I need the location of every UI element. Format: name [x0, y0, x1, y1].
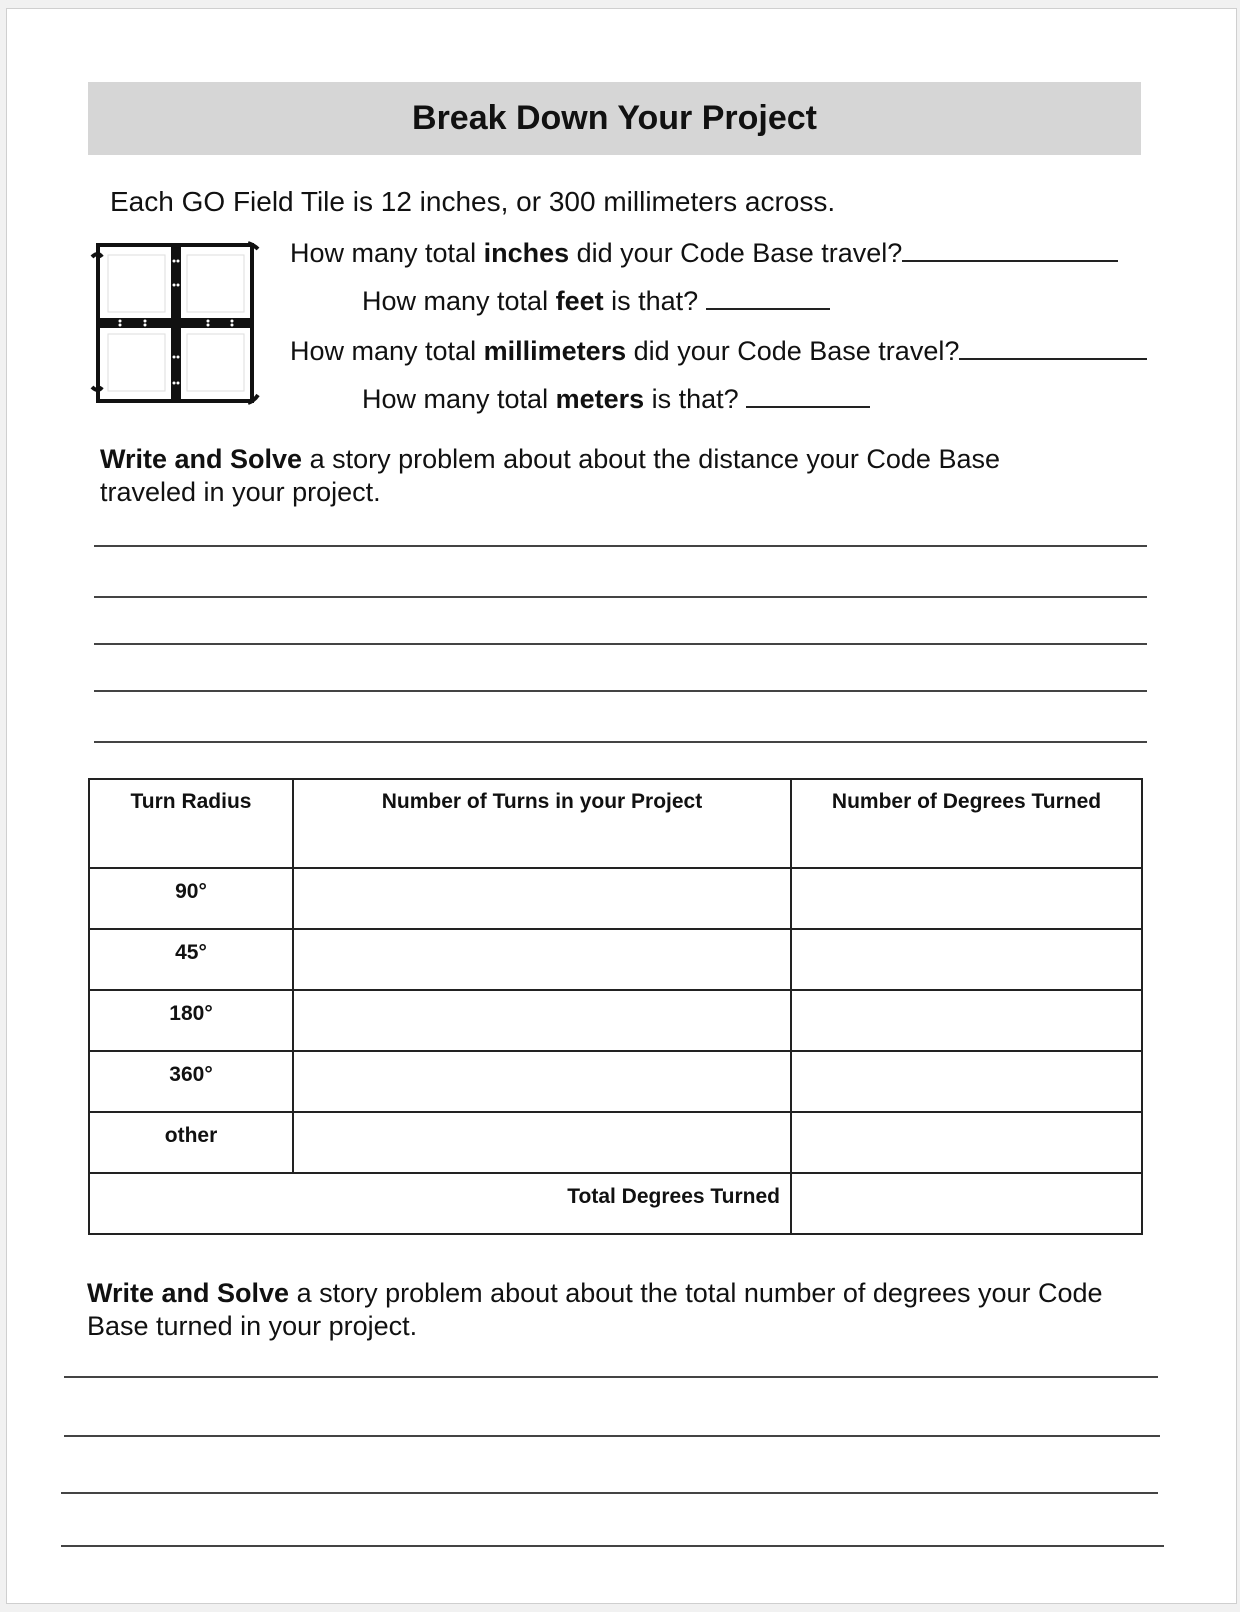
total-degrees-label: Total Degrees Turned	[89, 1173, 791, 1234]
question-meters-bold: meters	[555, 384, 645, 414]
question-meters	[362, 380, 870, 415]
degrees-input-cell[interactable]	[791, 868, 1142, 929]
story-problem-distance-line1: a story problem about about the distance your Code Base	[302, 444, 1000, 474]
writing-line[interactable]	[64, 1376, 1158, 1378]
table-row	[89, 990, 1142, 1051]
turns-input-cell[interactable]	[293, 929, 791, 990]
story-problem-distance-line2: traveled in your project.	[100, 477, 381, 507]
writing-line[interactable]	[94, 690, 1147, 692]
story-problem-degrees-line1: a story problem about about the total number of degrees your Code	[289, 1278, 1103, 1308]
go-field-tile-icon	[90, 237, 260, 409]
table-header-row	[89, 779, 1142, 868]
writing-line[interactable]	[64, 1435, 1160, 1437]
turn-radius-cell: other	[89, 1112, 293, 1173]
writing-line[interactable]	[94, 643, 1147, 645]
header-number-of-turns: Number of Turns in your Project	[293, 779, 791, 868]
question-meters-text: How many total	[362, 384, 556, 414]
turn-radius-cell: 45°	[89, 929, 293, 990]
writing-line[interactable]	[94, 741, 1147, 743]
question-feet-text-end: is that?	[603, 286, 706, 316]
writing-line[interactable]	[94, 545, 1147, 547]
question-feet	[362, 282, 830, 317]
table-row	[89, 1112, 1142, 1173]
turn-radius-cell: 360°	[89, 1051, 293, 1112]
turns-input-cell[interactable]	[293, 990, 791, 1051]
story-problem-distance	[100, 443, 1140, 509]
table-row	[89, 868, 1142, 929]
table-row	[89, 929, 1142, 990]
story-problem-degrees-line2: Base turned in your project.	[87, 1311, 418, 1341]
degrees-input-cell[interactable]	[791, 1112, 1142, 1173]
answer-blank-inches[interactable]	[902, 234, 1118, 262]
story-problem-degrees-bold: Write and Solve	[87, 1278, 290, 1308]
turns-table	[88, 778, 1143, 1235]
writing-line[interactable]	[61, 1492, 1158, 1494]
question-millimeters	[290, 332, 1147, 367]
table-total-row	[89, 1173, 1142, 1234]
question-millimeters-text: How many total	[290, 336, 484, 366]
title-banner	[88, 82, 1141, 155]
answer-blank-feet[interactable]	[706, 282, 830, 310]
question-feet-bold: feet	[555, 286, 604, 316]
story-problem-distance-bold: Write and Solve	[100, 444, 303, 474]
writing-line[interactable]	[61, 1545, 1164, 1547]
answer-blank-millimeters[interactable]	[959, 332, 1147, 360]
turns-input-cell[interactable]	[293, 868, 791, 929]
degrees-input-cell[interactable]	[791, 929, 1142, 990]
table-row	[89, 1051, 1142, 1112]
total-degrees-input-cell[interactable]	[791, 1173, 1142, 1234]
degrees-input-cell[interactable]	[791, 990, 1142, 1051]
header-degrees-turned: Number of Degrees Turned	[791, 779, 1142, 868]
writing-line[interactable]	[94, 596, 1147, 598]
turn-radius-cell: 180°	[89, 990, 293, 1051]
question-inches	[290, 234, 1118, 269]
turns-input-cell[interactable]	[293, 1051, 791, 1112]
intro-text: Each GO Field Tile is 12 inches, or 300 millimeters across.	[110, 186, 836, 217]
degrees-input-cell[interactable]	[791, 1051, 1142, 1112]
story-problem-degrees	[87, 1277, 1147, 1343]
question-inches-text: How many total	[290, 238, 484, 268]
answer-blank-meters[interactable]	[746, 380, 870, 408]
question-millimeters-text-end: did your Code Base travel?	[626, 336, 960, 366]
turns-input-cell[interactable]	[293, 1112, 791, 1173]
header-turn-radius: Turn Radius	[89, 779, 293, 868]
question-millimeters-bold: millimeters	[483, 336, 627, 366]
question-inches-bold: inches	[483, 238, 570, 268]
question-feet-text: How many total	[362, 286, 556, 316]
turn-radius-cell: 90°	[89, 868, 293, 929]
question-inches-text-end: did your Code Base travel?	[569, 238, 903, 268]
page-title: Break Down Your Project	[412, 99, 817, 137]
question-meters-text-end: is that?	[644, 384, 747, 414]
